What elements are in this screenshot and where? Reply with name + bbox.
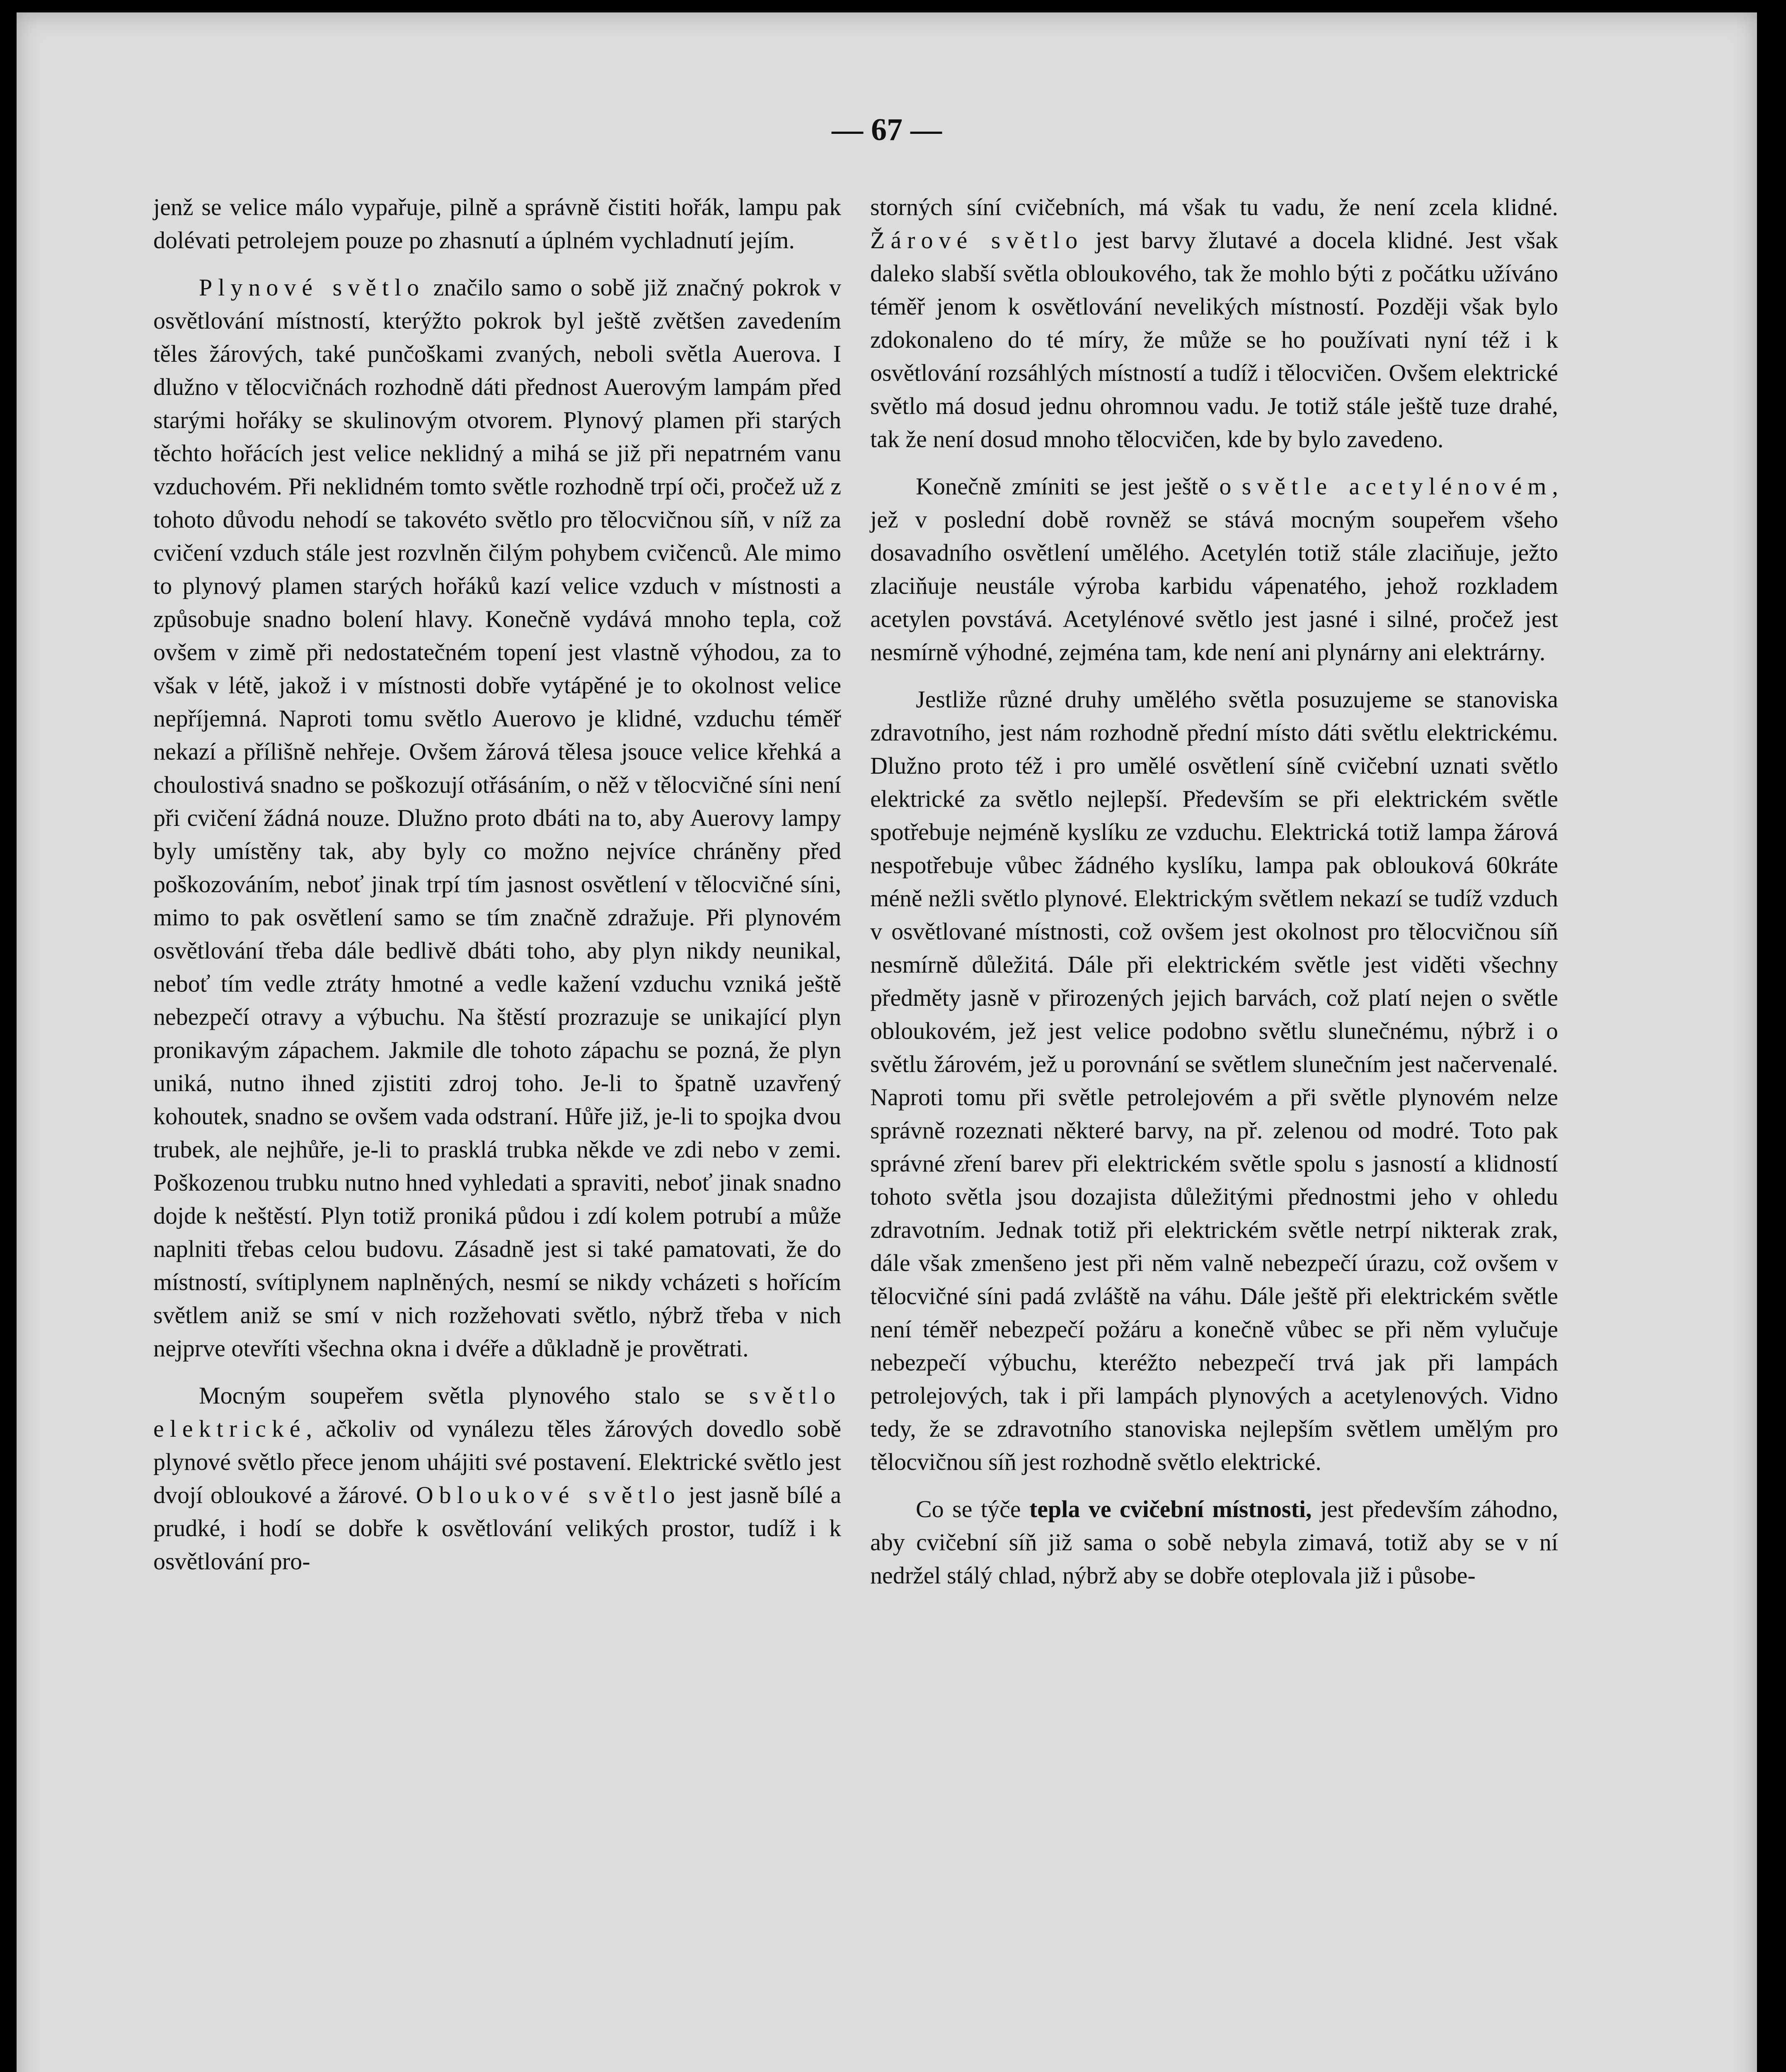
term-arc-light: Obloukové světlo [416,1481,681,1508]
paragraph-electric-light [153,1379,841,1578]
page-number: — 67 — [832,112,942,147]
paragraph-gas-light-text: značilo samo o sobě již značný pokrok v osvětlování místností, kterýžto pokrok byl ještě zvětšen zavedením těles žárových, také punčoškami zvaných, neboli světla Auerova. I dlužno v tělocvičnách rozhodně dáti přednost Auerovým lampám před starými hořáky se skulinovým otvorem. Plynový plamen při starých těchto hořácích jest velice neklidný a mihá se již při nepatrném vanu vzduchovém. Při neklidném tomto světle rozhodně trpí oči, pročež už z tohoto důvodu nehodí se takovéto světlo pro tělocvičnou síň, v níž za cvičení vzduch stále jest rozvlněn čilým pohybem cvičenců. Ale mimo to plynový plamen starých hořáků kazí velice vzduch v místnosti a způsobuje snadno bolení hlavy. Konečně vydává mnoho tepla, což ovšem v zimě při nedostatečném topení jest vlastně výhodou, za to však v létě, jakož i v místnosti dobře vytápěné je to okolnost velice nepříjemná. Naproti tomu světlo Auerovo je klidné, vzduchu téměř nekazí a přílišně nehřeje. Ovšem žárová tělesa jsouce velice křehká a choulostivá snadno se poškozují otřásáním, o něž v tělocvičné síni není při cvičení žádná nouze. Dlužno proto dbáti na to, aby Auerovy lampy byly umístěny tak, aby byly co možno nejvíce chráněny před poškozováním, neboť jinak trpí tím jasnost osvětlení v tělocvičné síni, mimo to pak osvětlení samo se tím značně zdražuje. Při plynovém osvětlování třeba dále bedlivě dbáti toho, aby plyn nikdy neunikal, neboť tím vedle ztráty hmotné a vedle kažení vzduchu vzniká ještě nebezpečí otravy a výbuchu. Na štěstí prozrazuje se unikající plyn pronikavým zápachem. Jakmile dle tohoto zápachu se pozná, že plyn uniká, nutno ihned zjistiti zdroj toho. Je-li to špatně uzavřený kohoutek, snadno se ovšem vada odstraní. Hůře již, je-li to spojka dvou trubek, ale nejhůře, je-li to prasklá trubka někde ve zdi nebo v zemi. Poškozenou trubku nutno hned vyhledati a spraviti, neboť jinak snadno dojde k neštěstí. Plyn totiž proniká půdou i zdí kolem potrubí a může naplniti třebas celou budovu. Zásadně jest si také pamatovati, že do místností, svítiplynem naplněných, nesmí se nikdy vcházeti s hořícím světlem aniž se smí v nich rozžehovati světlo, nýbrž třeba v nich nejprve otevříti všechna okna i dvéře a důkladně je provětrati. [153,274,841,1362]
paragraph-petroleum-end: jenž se velice málo vypařuje, pilně a správně čistiti hořák, lampu pak dolévati petrolejem pouze po zhasnutí a úplném vychladnutí jejím. [153,194,841,254]
right-column [870,191,1558,1592]
text-segment: , ačkoliv od vynálezu těles žárových dovedlo sobě plynové světlo přece jenom uhájiti své postavení. Elektrické světlo jest dvojí obloukové a žárové. [153,1415,841,1508]
term-gas-light: Plynové světlo [199,274,425,301]
term-heat: tepla ve cvičební místnosti, [1029,1496,1312,1523]
scanned-page [17,12,1757,2072]
text-segment: jest barvy žlutavé a docela klidné. Jest však daleko slabší světla obloukového, tak že mohlo býti z počátku užíváno téměř jenom k osvětlování nevelikých místností. Později však bylo zdokonaleno do té míry, že může se ho používati nyní též i k osvětlování rozsáhlých místností a tudíž i tělocvičen. Ovšem elektrické světlo má dosud jednu ohromnou vadu. Je totiž stále ještě tuze drahé, tak že není dosud mnoho tělocvičen, kde by bylo zavedeno. [870,227,1558,453]
text-segment: Mocným soupeřem světla plynového stalo se [199,1382,749,1409]
paragraph-gas-light [153,271,841,1365]
term-incandescent-light: Žárové světlo [870,227,1084,254]
text-segment: Konečně zmíniti se jest ještě o [916,473,1242,500]
paragraph-health-comparison: Jestliže různé druhy umělého světla posuzujeme se stanoviska zdravotního, jest nám rozhodně přední místo dáti světlu elektrickému. Dlužno proto též i pro umělé osvětlení síně cvičební uznati světlo elektrické za světlo nejlepší. Především se při elektrickém světle spotřebuje nejméně kyslíku ze vzduchu. Elektrická totiž lampa žárová nespotřebuje vůbec žádného kyslíku, lampa pak oblouková 60kráte méně nežli světlo plynové. Elektrickým světlem nekazí se tudíž vzduch v osvětlované místnosti, což ovšem jest okolnost pro tělocvičnou síň nesmírně důležitá. Dále při elektrickém světle jest viděti všechny předměty jasně v přirozených jejich barvách, což platí nejen o světle obloukovém, jež jest velice podobno světlu slunečnému, nýbrž i o světlu žárovém, jež u porovnání se světlem slunečním jest načervenalé. Naproti tomu při světle petrolejovém a při světle plynovém nelze správně rozeznati některé barvy, na př. zelenou od modré. Toto pak správné zření barev při elektrickém světle spolu s jasností a klidností tohoto světla jsou dozajista důležitými přednostmi jeho v ohledu zdravotním. Jednak totiž při elektrickém světle netrpí nikterak zrak, dále však zmenšeno jest při něm valně nebezpečí úrazu, což ovšem v tělocvičné síni padá zvláště na váhu. Dále ještě při elektrickém světle není téměř nebezpečí požáru a konečně vůbec se při něm vylučuje nebezpečí výbuchu, kteréžto nebezpečí trvá jak při lampách petrolejových, tak i při lampách plynových a acetylenových. Vidno tedy, že se zdravotního stanoviska nejlepším světlem umělým pro tělocvičnou síň jest rozhodně světlo elektrické. [870,686,1558,1475]
left-column [153,191,841,1578]
text-segment: Co se týče [916,1496,1029,1523]
term-acetylene-light: světle acetylénovém [1241,473,1552,500]
term-electric-light: světlo elektrické [153,1382,841,1442]
paragraph-acetylene [870,470,1558,669]
text-segment: , jež v poslední době rovněž se stává mocným soupeřem všeho dosavadního osvětlení umělého. Acetylén totiž stále zlaciňuje, ježto zlaciňuje neustále výroba karbidu vápenatého, jehož rozkladem acetylen povstává. Acetylénové světlo jest jasné i silné, pročež jest nesmírně výhodné, zejména tam, kde není ani plynárny ani elektrárny. [870,473,1558,666]
text-segment: jest především záhodno, aby cvičební síň již sama o sobě nebyla zimavá, totiž aby se v ní nedržel stálý chlad, nýbrž aby se dobře oteplovala již i působe- [870,1496,1558,1589]
paragraph-incandescent [870,191,1558,456]
paragraph-heat [870,1493,1558,1592]
text-segment: storných síní cvičebních, má však tu vadu, že není zcela klidné. [870,194,1558,220]
text-segment: jest jasně bílé a prudké, i hodí se dobře k osvětlování velikých prostor, tudíž i k osvětlování pro- [153,1481,841,1575]
